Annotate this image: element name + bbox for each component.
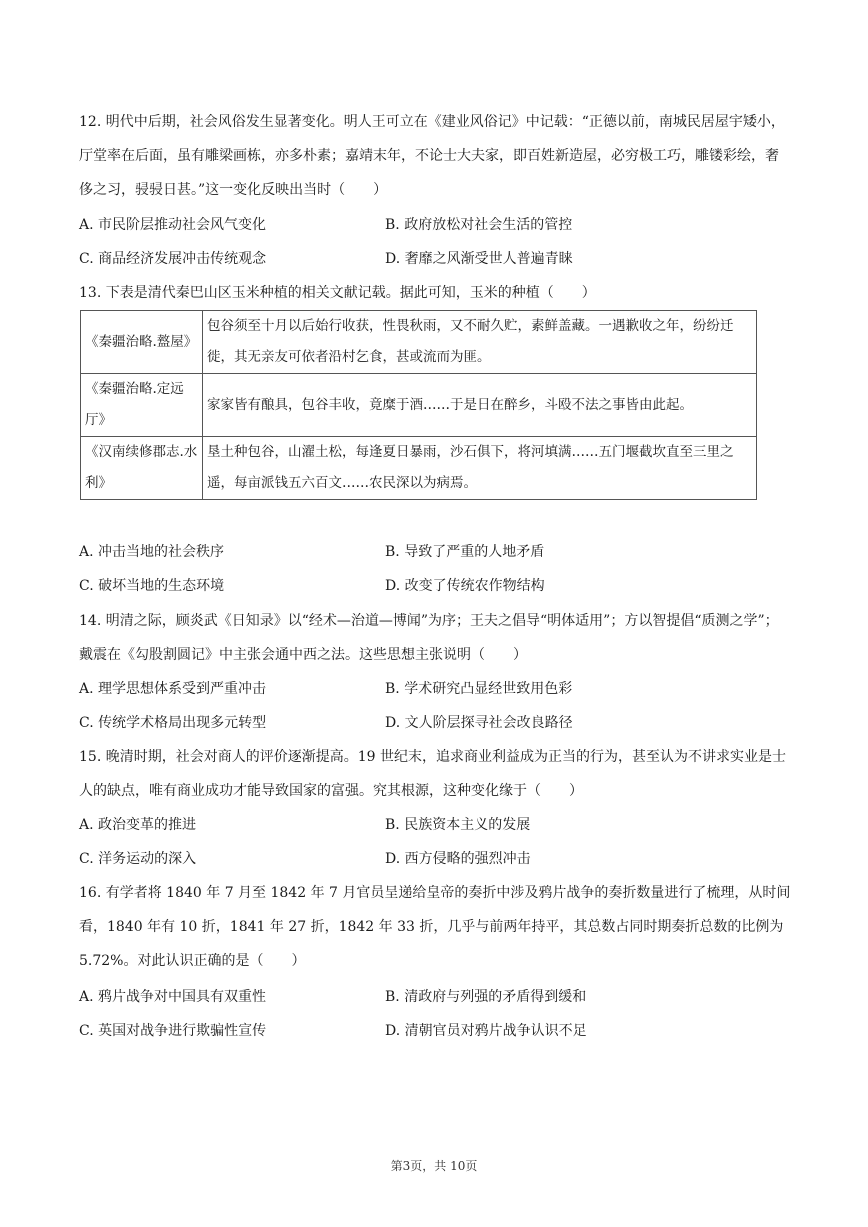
option-b[interactable]: B. 政府放松对社会生活的管控 xyxy=(385,217,573,233)
table-text-cell: 家家皆有酿具，包谷丰收，竟糜于酒……于是日在醉乡，斗殴不法之事皆由此起。 xyxy=(203,374,757,437)
option-d[interactable]: D. 文人阶层探寻社会改良路径 xyxy=(385,715,573,731)
question-16-options xyxy=(79,980,791,1048)
question-12-stem: 12. 明代中后期，社会风俗发生显著变化。明人王可立在《建业风俗记》中记载：“正德以前，南城民居屋宇矮小，厅堂率在后面，虽有雕梁画栋，亦多朴素；嘉靖末年，不论士大夫家，即百姓新造屋，必穷极工巧，雕镂彩绘，奢侈之习，骎骎日甚。”这一变化反映出当时（ ） xyxy=(79,114,785,198)
question-15-stem: 15. 晚清时期，社会对商人的评价逐渐提高。19 世纪末，追求商业利益成为正当的行为，甚至认为不讲求实业是士人的缺点，唯有商业成功才能导致国家的富强。究其根源，这种变化缘于（ ） xyxy=(79,749,786,799)
option-d[interactable]: D. 改变了传统农作物结构 xyxy=(385,578,545,594)
table-row xyxy=(81,311,757,374)
option-b[interactable]: B. 导致了严重的人地矛盾 xyxy=(385,544,545,560)
table-source-cell: 《秦疆治略.盩屋》 xyxy=(81,311,203,374)
option-a[interactable]: A. 理学思想体系受到严重冲击 xyxy=(79,681,267,697)
option-a[interactable]: A. 市民阶层推动社会风气变化 xyxy=(79,217,267,233)
option-b[interactable]: B. 清政府与列强的矛盾得到缓和 xyxy=(385,989,587,1005)
table-row xyxy=(81,374,757,437)
option-a[interactable]: A. 政治变革的推进 xyxy=(79,817,197,833)
question-15-options xyxy=(79,808,791,876)
question-14-options xyxy=(79,672,791,740)
table-text-cell: 垦土种包谷，山濯土松，每逢夏日暴雨，沙石俱下，将河填满……五门堰截坎直至三里之遥，每亩派钱五六百文……农民深以为病焉。 xyxy=(203,437,757,500)
option-a[interactable]: A. 冲击当地的社会秩序 xyxy=(79,544,225,560)
option-a[interactable]: A. 鸦片战争对中国具有双重性 xyxy=(79,989,267,1005)
table-source-cell: 《汉南续修郡志.水利》 xyxy=(81,437,203,500)
table-source-cell: 《秦疆治略.定远厅》 xyxy=(81,374,203,437)
option-c[interactable]: C. 英国对战争进行欺骗性宣传 xyxy=(79,1023,267,1039)
table-row xyxy=(81,437,757,500)
page-footer: 第3页，共 10页 xyxy=(390,1159,478,1173)
question-14-stem: 14. 明清之际，顾炎武《日知录》以“经术—治道—博闻”为序；王夫之倡导“明体适用”；方以智提倡“质测之学”；戴震在《勾股割圆记》中主张会通中西之法。这些思想主张说明（ ） xyxy=(79,613,779,663)
table-text-cell: 包谷须至十月以后始行收获，性畏秋雨，又不耐久贮，素鲜盖藏。一遇歉收之年，纷纷迁徙，其无亲友可依者沿村乞食，甚或流而为匪。 xyxy=(203,311,757,374)
option-c[interactable]: C. 破坏当地的生态环境 xyxy=(79,578,225,594)
option-b[interactable]: B. 民族资本主义的发展 xyxy=(385,817,531,833)
option-c[interactable]: C. 传统学术格局出现多元转型 xyxy=(79,715,267,731)
option-c[interactable]: C. 商品经济发展冲击传统观念 xyxy=(79,251,267,267)
option-d[interactable]: D. 奢靡之风渐受世人普遍青睐 xyxy=(385,251,573,267)
option-d[interactable]: D. 清朝官员对鸦片战争认识不足 xyxy=(385,1023,587,1039)
source-table xyxy=(80,310,757,500)
option-c[interactable]: C. 洋务运动的深入 xyxy=(79,851,197,867)
question-12-options xyxy=(79,208,791,276)
question-13-stem: 13. 下表是清代秦巴山区玉米种植的相关文献记载。据此可知，玉米的种植（ ） xyxy=(79,285,596,301)
option-b[interactable]: B. 学术研究凸显经世致用色彩 xyxy=(385,681,573,697)
option-d[interactable]: D. 西方侵略的强烈冲击 xyxy=(385,851,531,867)
question-16-stem: 16. 有学者将 1840 年 7 月至 1842 年 7 月官员呈递给皇帝的奏折中涉及鸦片战争的奏折数量进行了梳理，从时间看，1840 年有 10 折，1841 年 27 折，1842 年 33 折，几乎与前两年持平，其总数占同时期奏折总数的比例为 5.72%。对此认识正确的是（ ） xyxy=(79,885,791,969)
question-13-options xyxy=(79,535,791,603)
